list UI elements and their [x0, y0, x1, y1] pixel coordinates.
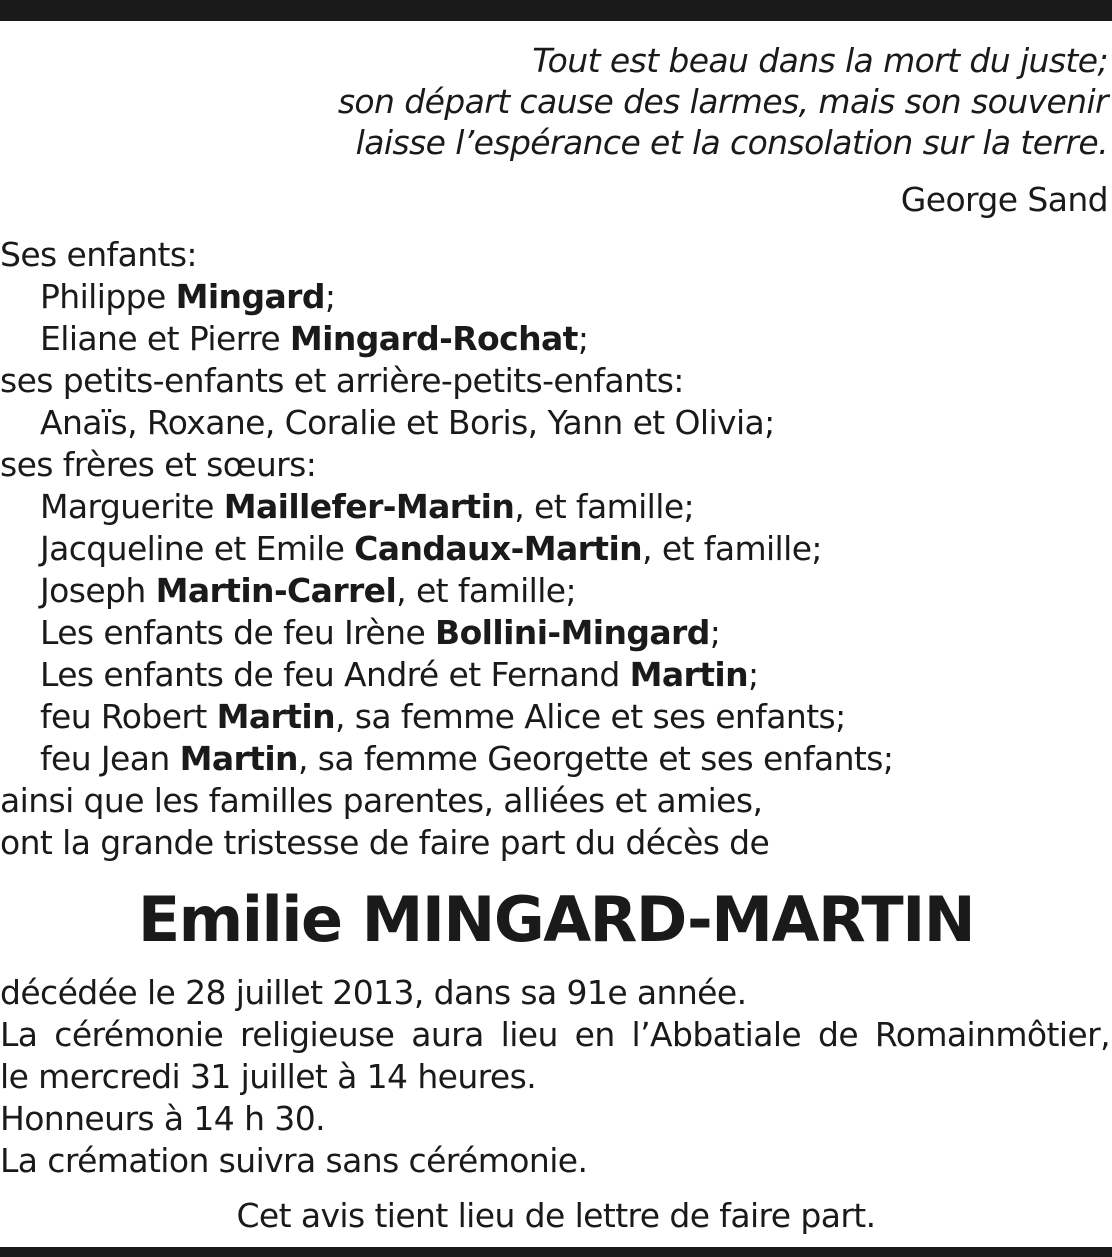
- sibling-prefix: Marguerite: [40, 487, 224, 526]
- cremation-line: La crémation suivra sans cérémonie.: [0, 1141, 588, 1180]
- grandchildren-heading: ses petits-enfants et arrière-petits-enfants:: [0, 361, 684, 400]
- sibling-prefix: feu Robert: [40, 697, 217, 736]
- epigraph-quote: [108, 40, 1108, 163]
- child-surname: Mingard: [175, 277, 325, 316]
- sibling-entry: [0, 528, 1110, 570]
- announcement-line: ont la grande tristesse de faire part du décès de: [0, 823, 770, 862]
- sibling-suffix: , sa femme Alice et ses enfants;: [334, 697, 846, 736]
- sibling-suffix: ;: [747, 655, 759, 694]
- sibling-prefix: Les enfants de feu Irène: [40, 613, 436, 652]
- child-suffix: ;: [324, 277, 336, 316]
- sibling-prefix: Joseph: [40, 571, 156, 610]
- honours-line: Honneurs à 14 h 30.: [0, 1099, 325, 1138]
- sibling-suffix: , et famille;: [514, 487, 695, 526]
- deceased-name: Emilie MINGARD-MARTIN: [137, 883, 975, 956]
- relatives-line: ainsi que les familles parentes, alliées et amies,: [0, 781, 763, 820]
- quote-line: son départ cause des larmes, mais son souvenir: [337, 82, 1108, 121]
- quote-author: George Sand: [900, 180, 1108, 219]
- sibling-prefix: Les enfants de feu André et Fernand: [40, 655, 630, 694]
- sibling-surname: Martin: [179, 739, 298, 778]
- sibling-entry: [0, 486, 1110, 528]
- grandchildren-names: Anaïs, Roxane, Coralie et Boris, Yann et Olivia;: [40, 403, 775, 442]
- top-rule: [0, 0, 1112, 21]
- ceremony-line: La cérémonie religieuse aura lieu en l’Abbatiale de Romainmôtier,: [0, 1015, 1110, 1054]
- death-date-line: décédée le 28 juillet 2013, dans sa 91e année.: [0, 973, 747, 1012]
- child-suffix: ;: [577, 319, 589, 358]
- closing-note: Cet avis tient lieu de lettre de faire part.: [236, 1196, 876, 1235]
- children-heading: Ses enfants:: [0, 235, 197, 274]
- sibling-suffix: , et famille;: [396, 571, 576, 610]
- ceremony-date-line: le mercredi 31 juillet à 14 heures.: [0, 1057, 537, 1096]
- sibling-surname: Bollini-Mingard: [435, 613, 710, 652]
- sibling-prefix: feu Jean: [40, 739, 180, 778]
- bottom-rule: [0, 1247, 1112, 1257]
- sibling-prefix: Jacqueline et Emile: [40, 529, 355, 568]
- child-entry: [0, 318, 1110, 360]
- funeral-details: [0, 972, 1110, 1182]
- quote-line: Tout est beau dans la mort du juste;: [532, 41, 1108, 80]
- family-list: [0, 234, 1110, 864]
- sibling-suffix: , et famille;: [642, 529, 822, 568]
- sibling-suffix: ;: [709, 613, 721, 652]
- sibling-suffix: , sa femme Georgette et ses enfants;: [297, 739, 894, 778]
- child-first-name: Philippe: [40, 277, 176, 316]
- sibling-entry: [0, 612, 1110, 654]
- child-surname: Mingard-Rochat: [289, 319, 578, 358]
- sibling-surname: Candaux-Martin: [354, 529, 643, 568]
- child-entry: [0, 276, 1110, 318]
- sibling-entry: [0, 738, 1110, 780]
- child-first-name: Eliane et Pierre: [40, 319, 290, 358]
- sibling-entry: [0, 654, 1110, 696]
- sibling-surname: Martin-Carrel: [155, 571, 397, 610]
- sibling-entry: [0, 570, 1110, 612]
- siblings-heading: ses frères et sœurs:: [0, 445, 317, 484]
- sibling-surname: Maillefer-Martin: [223, 487, 515, 526]
- quote-line: laisse l’espérance et la consolation sur la terre.: [355, 123, 1108, 162]
- sibling-surname: Martin: [216, 697, 335, 736]
- sibling-surname: Martin: [629, 655, 748, 694]
- sibling-entry: [0, 696, 1110, 738]
